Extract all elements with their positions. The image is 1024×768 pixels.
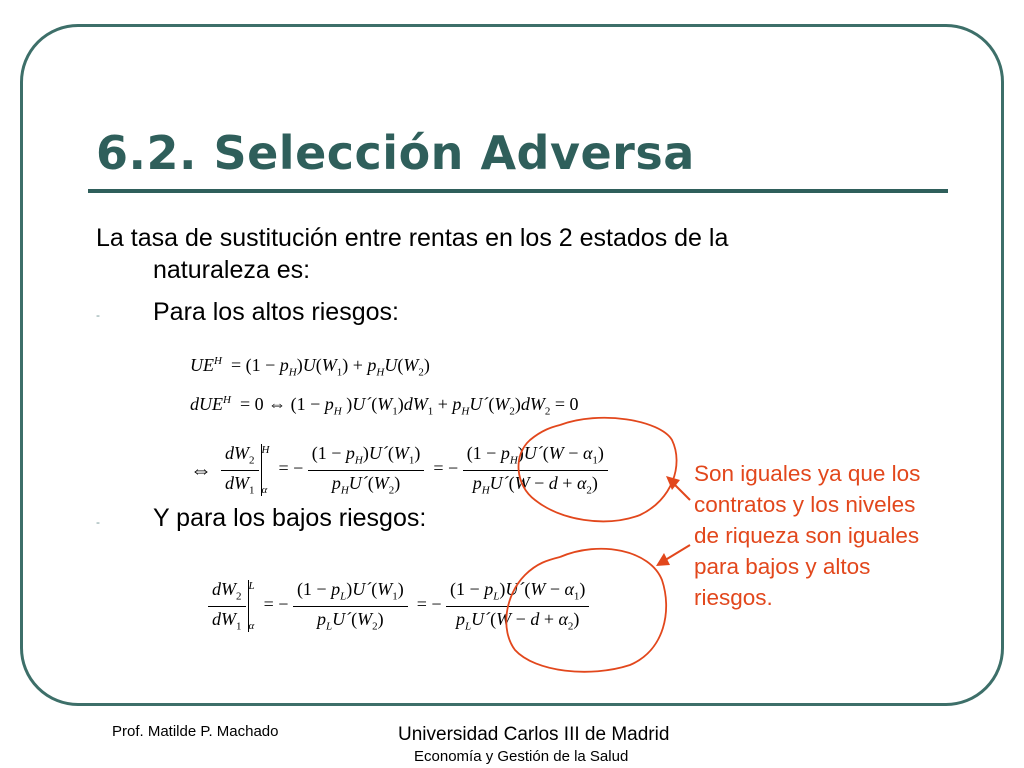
slide-title: 6.2. Selección Adversa: [96, 126, 695, 180]
bullet-high-risk: Para los altos riesgos:: [153, 298, 399, 326]
intro-line-2: naturaleza es:: [153, 256, 311, 284]
footer-author: Prof. Matilde P. Machado: [112, 723, 279, 740]
high-eq2: dUE$^H$ = 0 ⇔ ($1 - p_H$ )$U´(W_1)dW_1$ + $p_HU´(W_2)dW_2 = 0$: [190, 394, 579, 418]
low-eq1: $\frac{dW_2}{dW_1}$ L α = − $\frac{(1 - p_L)U´(W_1)}{p_LU´(W_2)}$ = − $\frac{(1 - p_L)U´(W - \alpha_1)}{p_LU´(W - d + \alpha_2)}$: [208, 566, 589, 646]
bullet-low-risk: Y para los bajos riesgos:: [153, 504, 427, 532]
footer-university: Universidad Carlos III de Madrid: [398, 724, 670, 745]
bullet-marker-high: -: [96, 308, 100, 322]
bullet-marker-low: -: [96, 515, 100, 529]
high-eq3: ⇔ $\frac{dW_2}{dW_1}$ H α = − $\frac{(1 - p_H)U´(W_1)}{p_HU´(W_2)}$ = − $\frac{(1 - p_H)U´(W - \alpha_1)}{p_HU´(W - d + \alpha_2)}$: [190, 430, 608, 510]
high-eq1: $UE^H = (1 - p_H)U(W_1) + p_HU(W_2)$: [190, 355, 430, 379]
callout-note: Son iguales ya que los contratos y los niveles de riqueza son iguales para bajos y altos riesgos.: [694, 461, 921, 610]
footer-course: Economía y Gestión de la Salud: [414, 748, 629, 765]
circle-low-risk: [506, 549, 666, 672]
circle-high-risk: [519, 418, 677, 522]
intro-line-1: La tasa de sustitución entre rentas en los 2 estados de la: [96, 224, 729, 252]
